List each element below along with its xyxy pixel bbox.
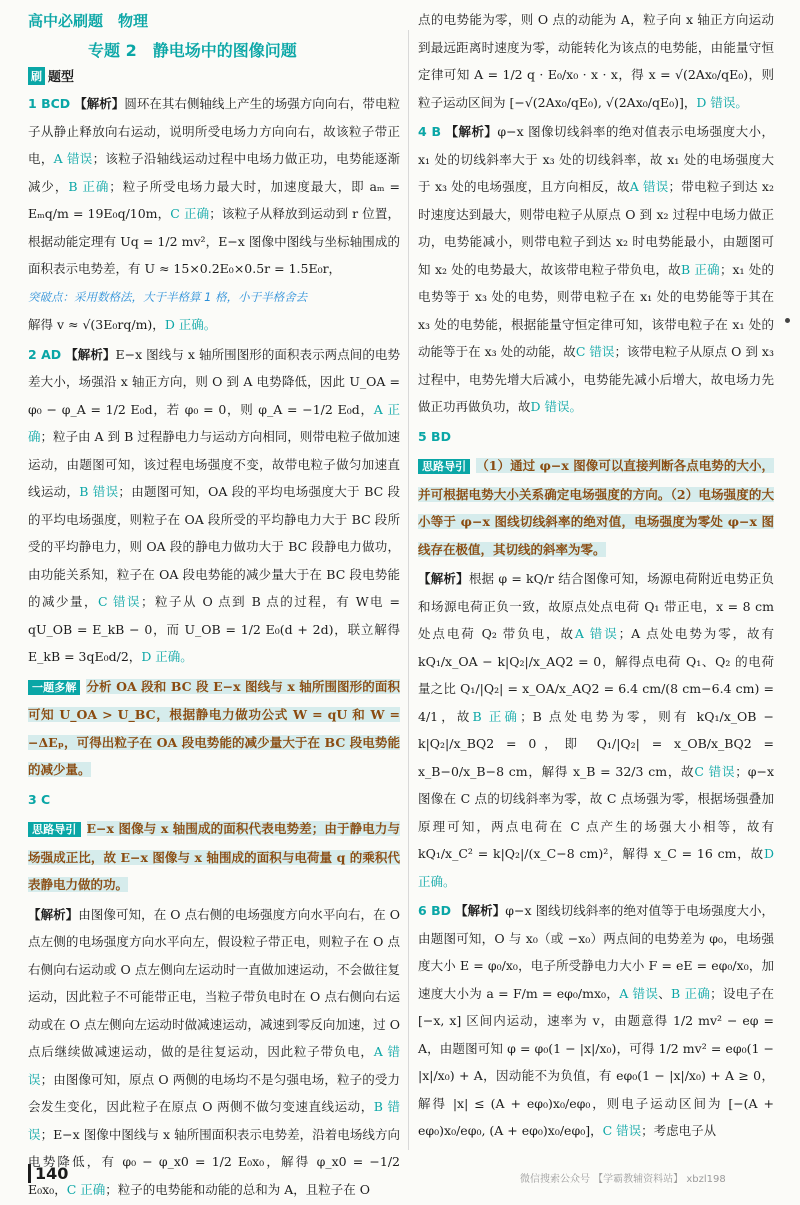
- answer-3: [28, 786, 400, 814]
- tip-label: 思路导引: [28, 822, 81, 837]
- answer-text: 由图像可知，在 O 点右侧的电场强度方向水平向右，在 O 点左侧的电场强度方向水平向左，假设粒子带正电，则粒子在 O 点右侧向右运动或 O 点左侧向左运动时一直做加速运动，不会做往复运动，因此粒子不可能带正电，当粒子带负电时在 O 点右侧向右运动或在 O 点左侧向左运动时做减速运动，减速到零反向加速，过 O 点后继续做减速运动，做的是往复运动，因此粒子带负电，: [28, 906, 400, 1059]
- question-number: 4 B: [418, 124, 442, 139]
- answer-2: [28, 341, 400, 671]
- tip-text: （1）通过 φ−x 图像可以直接判断各点电势的大小，并可根据电势大小关系确定电场强度的方向。（2）电场强度的大小等于 φ−x 图线切线斜率的绝对值，电场强度为零处 φ−x 图线存在极值，其切线的斜率为零。: [418, 458, 775, 557]
- watermark: 微信搜索公众号 【学霸教辅资料站】 xbzl198: [520, 1174, 726, 1185]
- answer-1: [28, 90, 400, 339]
- answer-text: ；该粒子沿轴线运动过程中电场力做正功，电势能逐渐减少，: [28, 151, 400, 194]
- page-header: [28, 10, 408, 90]
- answer-text: E−x 图线与 x 轴所围图形的面积表示两点间的电势差大小，场强沿 x 轴正方向，则 O 到 A 电势降低，因此 U_OA = φ₀ − φ_A = 1/2 E₀d，若 φ₀ = 0，则 φ_A = −1/2 E₀d，: [28, 346, 400, 417]
- judgement: C 错误: [97, 594, 142, 609]
- judgement: A 错误: [28, 1044, 400, 1087]
- judgement: B 正确: [680, 261, 720, 277]
- answer-text: ；设电子在 [−x, x] 区间内运动，速率为 v，由题意得 1/2 mv² − eφ = A，由题图可知 φ = φ₀(1 − |x|/x₀)，可得 1/2 mv² = eφ₀(1 − |x|/x₀) + A，因动能不为负值，有 eφ₀(1 − |x|/x₀) + A ≥ 0，解得 |x| ≤ (A + eφ₀)x₀/eφ₀，则电子运动区间为 [−(A + eφ₀)x₀/eφ₀, (A + eφ₀)x₀/eφ₀]，: [418, 985, 774, 1138]
- answer-3-continued: [418, 6, 774, 116]
- judgement: B 正确: [671, 985, 711, 1001]
- answer-4: [418, 118, 774, 421]
- answer-text: ；粒子由 A 到 B 过程静电力与运动方向相同，则带电粒子做加速运动，由题图可知，该过程电场强度不变，故带电粒子做匀加速直线运动，: [28, 429, 400, 499]
- question-number: 6 BD: [418, 903, 452, 918]
- answer-text: ；带电粒子到达 x₂ 时速度达到最大，则带电粒子从原点 O 到 x₂ 过程中电场力做正功，电势能减小，则带电粒子到达 x₂ 时电势能最小，由题图可知 x₂ 处的电势最大，故该带电粒子带负电，故: [418, 179, 774, 277]
- answer-3-analysis: [28, 901, 400, 1204]
- answer-text: 解得 v ≈ √(3E₀rq/m)，: [28, 317, 165, 332]
- analysis-tag: 【解析】: [445, 124, 498, 139]
- tip-text: E−x 图像与 x 轴围成的面积代表电势差；由于静电力与场强成正比，故 E−x 图像与 x 轴围成的面积与电荷量 q 的乘积代表静电力做的功。: [28, 821, 401, 892]
- column-divider: [408, 30, 409, 1150]
- answer-text: ；粒子从 O 点到 B 点的过程，有 W电 = qU_OB = E_kB − 0，而 U_OB = 1/2 E₀(d + 2d)，联立解得 E_kB = 3qE₀d/2，: [28, 594, 400, 664]
- answer-text: ；该带电粒子从原点 O 到 x₃ 过程中，电势先增大后减小，电势能先减小后增大，故电场力先做正功再做负功，故: [418, 344, 774, 414]
- answer-text: ；φ−x 图像在 C 点的切线斜率为零，故 C 点场强为零，根据场强叠加原理可知，两点电荷在 C 点产生的场强大小相等，故有 kQ₁/x_C² = k|Q₂|/(x_C−8 cm)²，解得 x_C = 16 cm，故: [418, 763, 775, 861]
- answer-6: [418, 897, 774, 1145]
- tip-label: 一题多解: [28, 680, 80, 695]
- judgement: C 错误: [694, 763, 736, 779]
- judgement: D 错误。: [696, 94, 748, 110]
- margin-dot: [785, 318, 790, 323]
- answer-text: ；由题图可知，OA 段的平均电场强度大于 BC 段的平均电场强度，则粒子在 OA 段所受的平均静电力大于 BC 段所受的平均静电力，则 OA 段的静电力做功大于 BC 段静电力做功，由功能关系知，粒子在 OA 段电势能的减少量大于在 BC 段电势能的减少量，: [28, 484, 400, 609]
- judgement: A 错误: [629, 179, 669, 194]
- judgement: A 错误: [574, 626, 619, 641]
- answer-text: φ−x 图线切线斜率的绝对值等于电场强度大小，由题图可知，O 与 x₀（或 −x₀）两点间的电势差为 φ₀，电场强度大小 E = φ₀/x₀，电子所受静电力大小 F = eE = eφ₀/x₀，加速度大小为 a = F/m = eφ₀/mx₀，: [418, 903, 775, 1001]
- question-number: 2 AD: [28, 346, 62, 362]
- question-number: 3 C: [28, 791, 51, 807]
- handwritten-note: 突破点：采用数格法，大于半格算 1 格，小于半格舍去: [28, 289, 308, 304]
- analysis-tag: 【解析】: [28, 906, 79, 922]
- answer-text: 根据 φ = kQ/r 结合图像可知，场源电荷附近电势正负和场源电荷正负一致，故原点处点电荷 Q₁ 带正电，x = 8 cm 处点电荷 Q₂ 带负电，故: [418, 571, 774, 641]
- judgement: B 错误: [28, 1099, 400, 1142]
- question-number: 1 BCD: [28, 96, 71, 111]
- answer-text: ；A 点处电势为零，故有 kQ₁/x_OA − k|Q₂|/x_AQ2 = 0，解得点电荷 Q₁、Q₂ 的电荷量之比 Q₁/|Q₂| = x_OA/x_AQ2 = 6.4 cm/(8 cm−6.4 cm) = 4/1，故: [418, 626, 774, 724]
- analysis-tag: 【解析】: [455, 903, 506, 918]
- answer-5: [418, 423, 774, 451]
- judgement: C 正确: [66, 1181, 106, 1197]
- tip-text: 分析 OA 段和 BC 段 E−x 图线与 x 轴所围图形的面积可知 U_OA > U_BC，根据静电力做功公式 W = qU 和 W = −ΔEₚ，可得出粒子在 OA 段电势能的减少量大于在 BC 段电势能的减少量。: [28, 678, 400, 777]
- right-column: [418, 6, 774, 1147]
- left-column: [28, 90, 400, 1205]
- judgement: C 错误: [575, 344, 615, 359]
- judgement: A 错误: [53, 151, 93, 166]
- judgement: C 正确: [170, 206, 210, 221]
- section-badge: [28, 66, 74, 85]
- judgement: D 正确。: [141, 649, 193, 664]
- judgement: D 错误。: [530, 399, 583, 414]
- answer-text: 点的电势能为零，则 O 点的动能为 A，粒子向 x 轴正方向运动到最远距离时速度为零，动能转化为该点的电势能，由能量守恒定律可知 A = 1/2 q · E₀/x₀ · x · x，得 x = √(2Ax₀/qE₀)，则粒子运动区间为 [−√(2Ax₀/qE₀), √(2Ax₀/qE₀)]，: [418, 12, 774, 110]
- separator: 、: [658, 985, 672, 1001]
- judgement: A 正确: [28, 401, 400, 444]
- answer-text: 圆环在其右侧轴线上产生的场强方向向右，带电粒子从静止释放向右运动，说明所受电场力方向向右，故该粒子带正电，: [28, 96, 400, 166]
- answer-text: ；该粒子从释放到运动到 r 位置，根据动能定理有 Uq = 1/2 mv²，E−x 图像中图线与坐标轴围成的面积表示电势差，有 U ≈ 15×0.2E₀×0.5r = 1.5E₀r，: [28, 206, 400, 276]
- answer-text: ；粒子的电势能和动能的总和为 A，且粒子在 O: [105, 1181, 370, 1197]
- tip-label: 思路导引: [418, 459, 470, 474]
- topic-title: 专题 2 静电场中的图像问题: [88, 41, 297, 60]
- question-number: 5 BD: [418, 428, 451, 444]
- analysis-tag: 【解析】: [65, 346, 116, 362]
- answer-text: ；x₁ 处的电势等于 x₃ 处的电势，则带电粒子在 x₁ 处的电势能等于其在 x₃ 处的电势能，根据能量守恒定律可知，该带电粒子在 x₁ 处的动能等于在 x₃ 处的动能，故: [418, 261, 774, 359]
- answer-text: ；考虑电子从: [641, 1123, 717, 1138]
- analysis-tag: 【解析】: [74, 96, 125, 111]
- judgement: A 错误: [619, 985, 659, 1001]
- book-title: 高中必刷题 物理: [28, 12, 149, 30]
- judgement: B 正确: [472, 708, 521, 724]
- judgement: B 错误: [79, 484, 119, 499]
- tip-block: [28, 673, 400, 784]
- tip-block: [418, 452, 774, 563]
- answer-text: ；粒子所受电场力最大时，加速度最大，即 aₘ = Eₘq/m = 19E₀q/10m，: [28, 178, 400, 221]
- judgement: D 正确。: [418, 846, 774, 889]
- answer-text: ；B 点处电势为零，则有 kQ₁/x_OB − k|Q₂|/x_BQ2 = 0，即 Q₁/|Q₂| = x_OB/x_BQ2 = x_B−0/x_B−8 cm，解得 x_B = 32/3 cm，故: [418, 708, 774, 779]
- judgement: D 正确。: [164, 317, 217, 332]
- judgement: C 错误: [602, 1123, 642, 1138]
- answer-5-analysis: [418, 565, 774, 895]
- answer-text: ；E−x 图像中图线与 x 轴所围面积表示电势差，沿着电场线方向电势降低，有 φ₀ − φ_x0 = 1/2 E₀x₀，解得 φ_x0 = −1/2 E₀x₀，: [28, 1126, 400, 1197]
- answer-text: ；由图像可知，原点 O 两侧的电场均不是匀强电场，粒子的受力会发生变化，因此粒子在原点 O 两侧不做匀变速直线运动，: [28, 1071, 400, 1114]
- tip-block: [28, 815, 400, 899]
- analysis-tag: 【解析】: [418, 571, 469, 586]
- page-number: 140: [28, 1164, 68, 1183]
- answer-text: φ−x 图像切线斜率的绝对值表示电场强度大小，x₁ 处的切线斜率大于 x₃ 处的切线斜率，故 x₁ 处的电场强度大于 x₃ 处的电场强度，且方向相反，故: [418, 124, 774, 194]
- section-label: 题型: [48, 70, 75, 85]
- judgement: B 正确: [68, 178, 110, 194]
- brush-badge-icon: 刷: [28, 67, 45, 85]
